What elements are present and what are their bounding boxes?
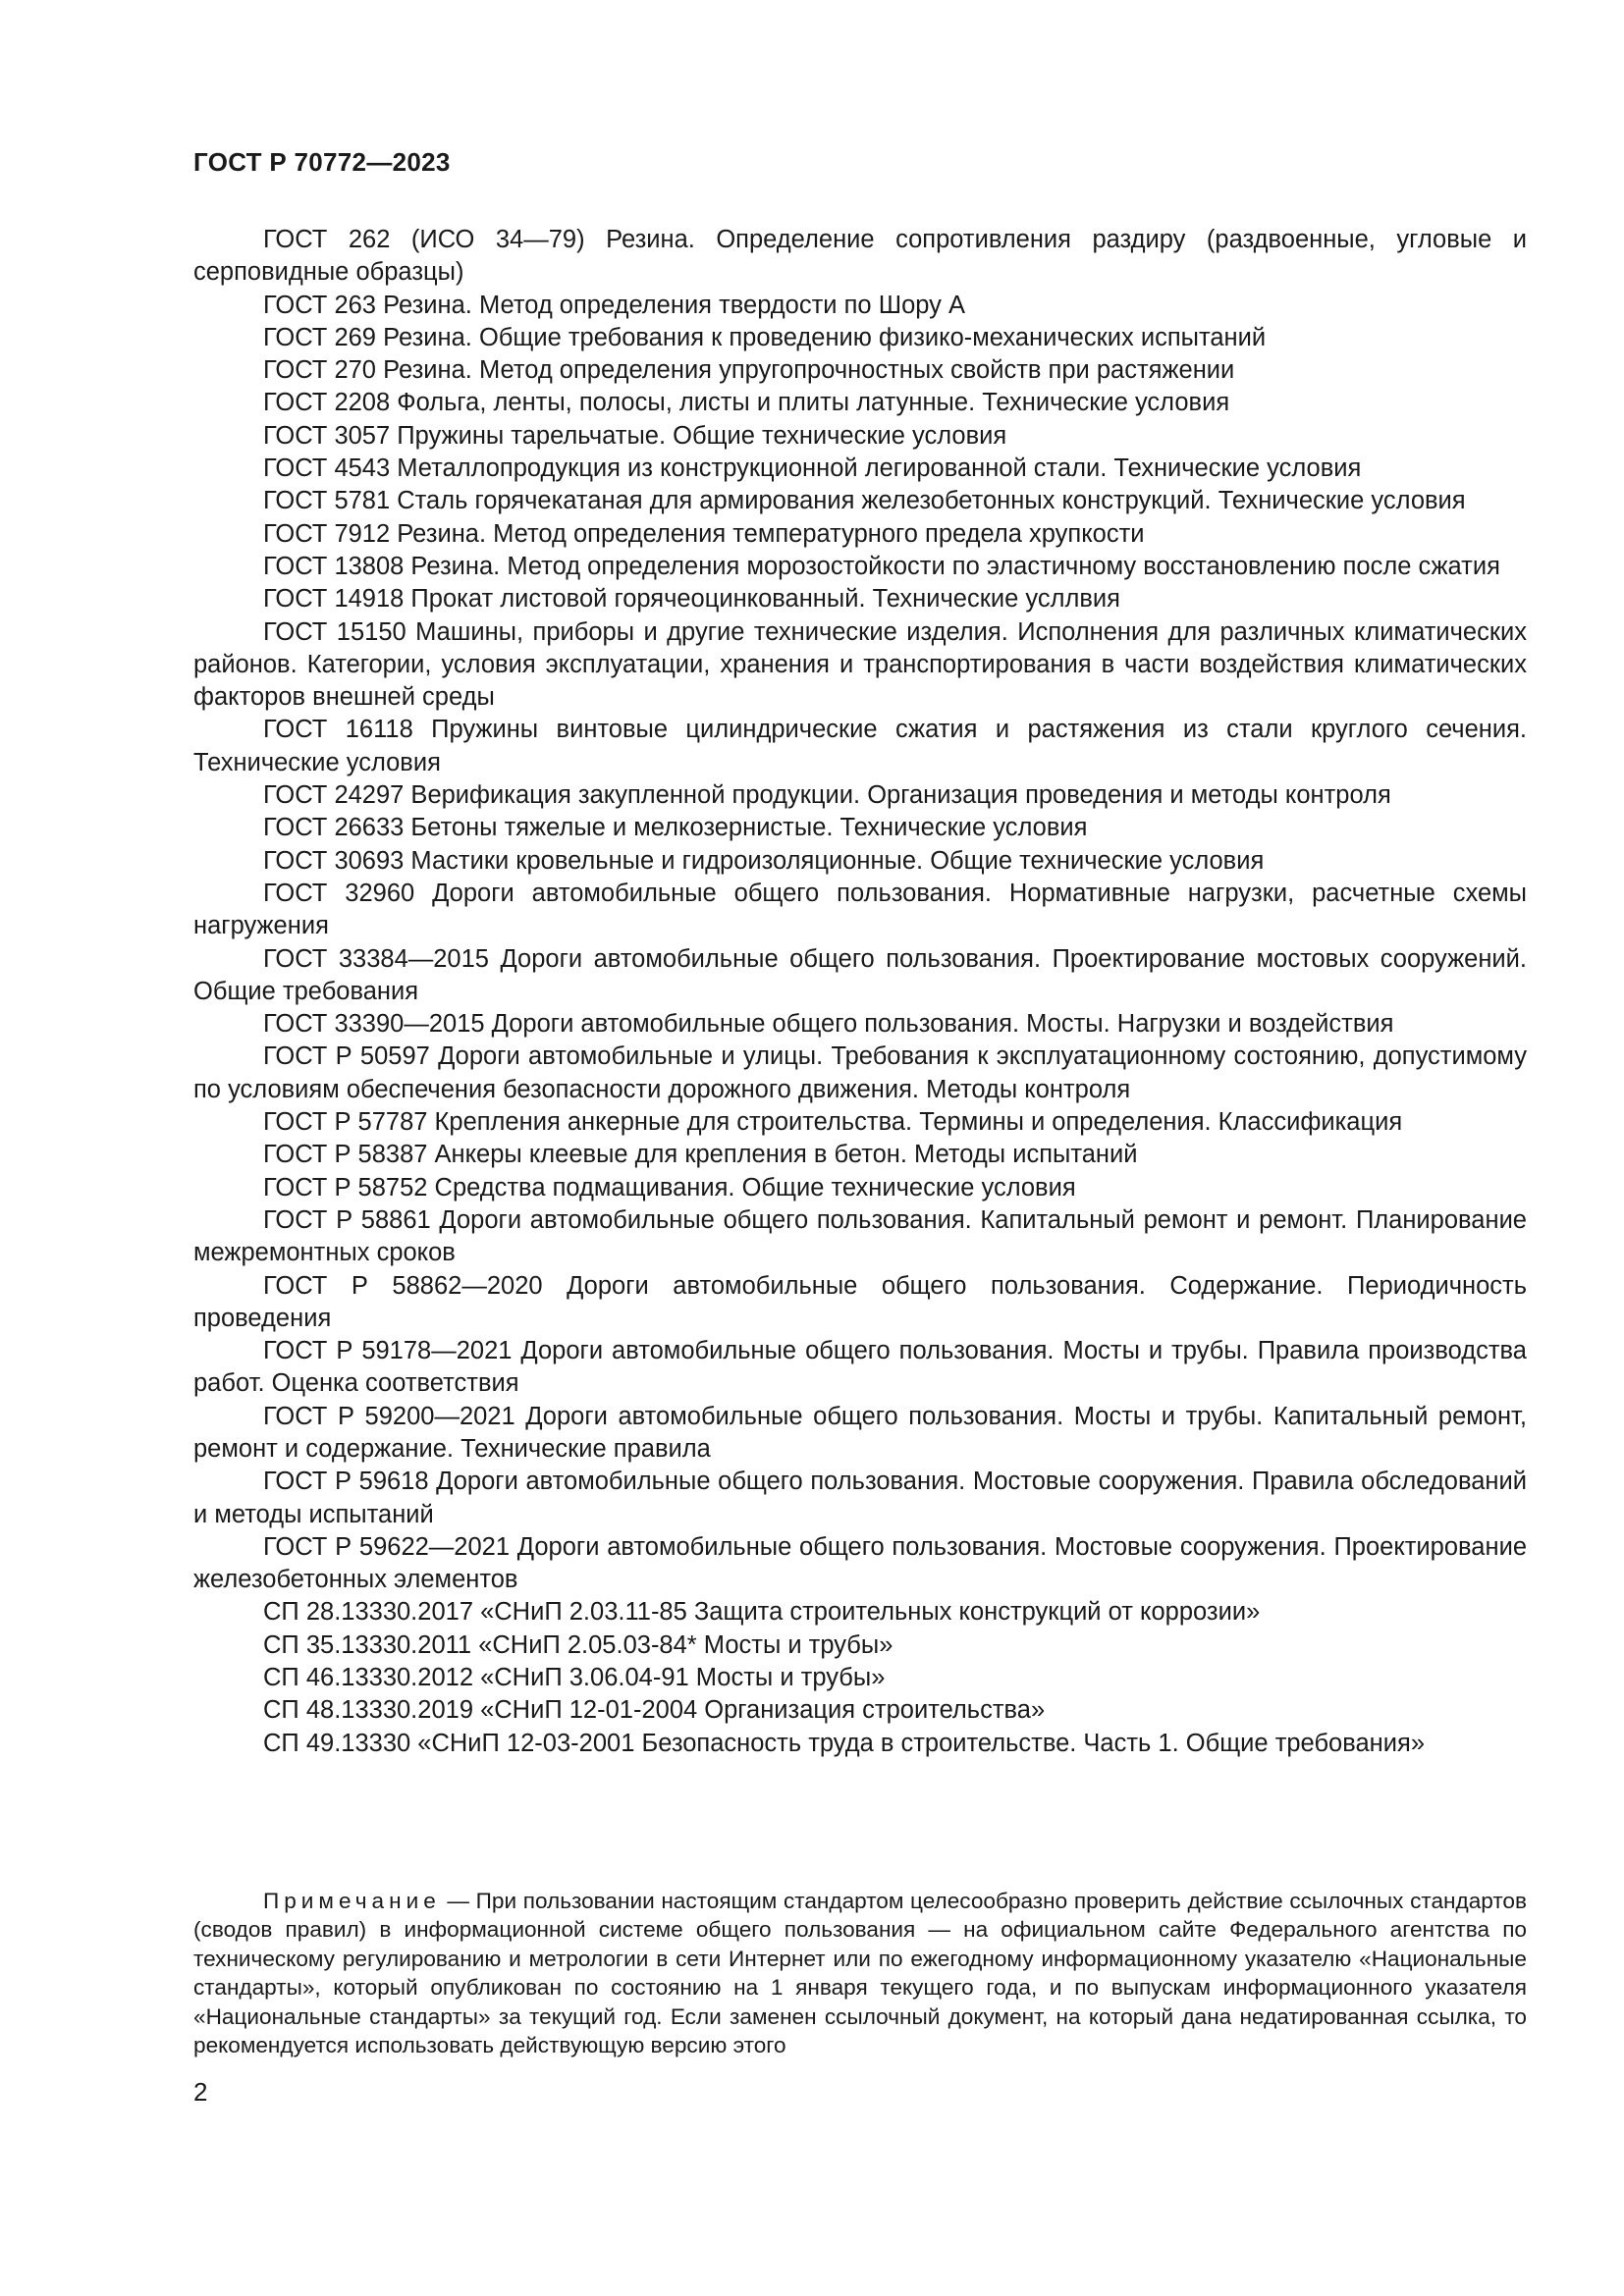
reference-item: ГОСТ 263 Резина. Метод определения твердости по Шору А [263, 291, 965, 319]
reference-item: ГОСТ 33390—2015 Дороги автомобильные общего пользования. Мосты. Нагрузки и воздействия [263, 1010, 1394, 1039]
reference-item: ГОСТ Р 59178—2021 Дороги автомобильные общего пользования. Мосты и трубы. Правила производства работ. Оценка соответствия [193, 1337, 1527, 1398]
reference-item: ГОСТ Р 59200—2021 Дороги автомобильные общего пользования. Мосты и трубы. Капитальный ремонт, ремонт и содержание. Технические правила [193, 1402, 1527, 1463]
reference-item: ГОСТ Р 58862—2020 Дороги автомобильные общего пользования. Содержание. Периодичность проведения [193, 1271, 1527, 1332]
reference-item: ГОСТ 16118 Пружины винтовые цилиндрические сжатия и растяжения из стали круглого сечения. Технические условия [193, 716, 1527, 776]
reference-item: ГОСТ Р 57787 Крепления анкерные для строительства. Термины и определения. Классификация [263, 1108, 1403, 1137]
reference-item: ГОСТ 3057 Пружины тарельчатые. Общие технические условия [263, 421, 1007, 450]
reference-item: ГОСТ 269 Резина. Общие требования к проведению физико-механических испытаний [263, 323, 1267, 351]
reference-item: СП 49.13330 «СНиП 12-03-2001 Безопасность труда в строительстве. Часть 1. Общие требования» [263, 1729, 1425, 1757]
normative-references-list [193, 224, 1527, 1760]
reference-item: ГОСТ 262 (ИСО 34—79) Резина. Определение сопротивления раздиру (раздвоенные, угловые и серповидные образцы) [193, 226, 1527, 287]
reference-item: ГОСТ 5781 Сталь горячекатаная для армирования железобетонных конструкций. Технические условия [263, 487, 1466, 515]
reference-item: ГОСТ Р 58387 Анкеры клеевые для крепления в бетон. Методы испытаний [263, 1141, 1138, 1169]
reference-item: ГОСТ 32960 Дороги автомобильные общего пользования. Нормативные нагрузки, расчетные схемы нагружения [193, 879, 1527, 940]
reference-item: ГОСТ 30693 Мастики кровельные и гидроизоляционные. Общие технические условия [263, 846, 1265, 875]
reference-item: ГОСТ 26633 Бетоны тяжелые и мелкозернистые. Технические условия [263, 814, 1088, 842]
page-number: 2 [193, 2077, 208, 2107]
reference-item: ГОСТ 13808 Резина. Метод определения морозостойкости по эластичному восстановлению после сжатия [263, 552, 1500, 580]
reference-item: СП 28.13330.2017 «СНиП 2.03.11-85 Защита строительных конструкций от коррозии» [263, 1598, 1261, 1627]
reference-item: СП 48.13330.2019 «СНиП 12-01-2004 Организация строительства» [263, 1696, 1046, 1725]
reference-item: ГОСТ Р 58752 Средства подмащивания. Общие технические условия [263, 1173, 1076, 1201]
reference-item: ГОСТ 14918 Прокат листовой горячеоцинкованный. Технические усллвия [263, 585, 1120, 614]
reference-item: ГОСТ Р 59622—2021 Дороги автомобильные общего пользования. Мостовые сооружения. Проектирование железобетонных элементов [193, 1532, 1527, 1594]
reference-item: ГОСТ 7912 Резина. Метод определения температурного предела хрупкости [263, 519, 1145, 548]
reference-item: ГОСТ 270 Резина. Метод определения упругопрочностных свойств при растяжении [263, 356, 1235, 385]
reference-item: ГОСТ Р 50597 Дороги автомобильные и улицы. Требования к эксплуатационному состоянию, допустимому по условиям обеспечения безопасности дорожного движения. Методы контроля [193, 1042, 1527, 1103]
note-paragraph [193, 1887, 1527, 2059]
reference-item: ГОСТ 15150 Машины, приборы и другие технические изделия. Исполнения для различных климатических районов. Категории, условия эксплуатации, хранения и транспортирования в части воздействия климатических факторов внешней среды [193, 617, 1527, 712]
note-label: Примечание [263, 1889, 441, 1913]
note-text: — При пользовании настоящим стандартом целесообразно проверить действие ссылочных стандартов (сводов правил) в информационной системе общего пользования — на официальном сайте Федерального агентства по техническому регулированию и метрологии в сети Интернет или по ежегодному информационному указателю «Национальные стандарты», который опубликован по состоянию на 1 января текущего года, и по выпускам информационного указателя «Национальные стандарты» за текущий год. Если заменен ссылочный документ, на который дана недатированная ссылка, то рекомендуется использовать действующую версию этого [193, 1889, 1527, 2058]
document-designation: ГОСТ Р 70772—2023 [193, 147, 451, 177]
reference-item: СП 46.13330.2012 «СНиП 3.06.04-91 Мосты и трубы» [263, 1664, 886, 1692]
reference-item: ГОСТ 33384—2015 Дороги автомобильные общего пользования. Проектирование мостовых сооружений. Общие требования [193, 944, 1527, 1005]
reference-item: ГОСТ 4543 Металлопродукция из конструкционной легированной стали. Технические условия [263, 454, 1362, 483]
reference-item: ГОСТ Р 59618 Дороги автомобильные общего пользования. Мостовые сооружения. Правила обследований и методы испытаний [193, 1468, 1527, 1528]
reference-item: ГОСТ Р 58861 Дороги автомобильные общего пользования. Капитальный ремонт и ремонт. Планирование межремонтных сроков [193, 1205, 1527, 1267]
reference-item: ГОСТ 24297 Верификация закупленной продукции. Организация проведения и методы контроля [263, 781, 1391, 810]
reference-item: ГОСТ 2208 Фольга, ленты, полосы, листы и плиты латунные. Технические условия [263, 389, 1230, 417]
reference-item: СП 35.13330.2011 «СНиП 2.05.03-84* Мосты и трубы» [263, 1630, 893, 1659]
